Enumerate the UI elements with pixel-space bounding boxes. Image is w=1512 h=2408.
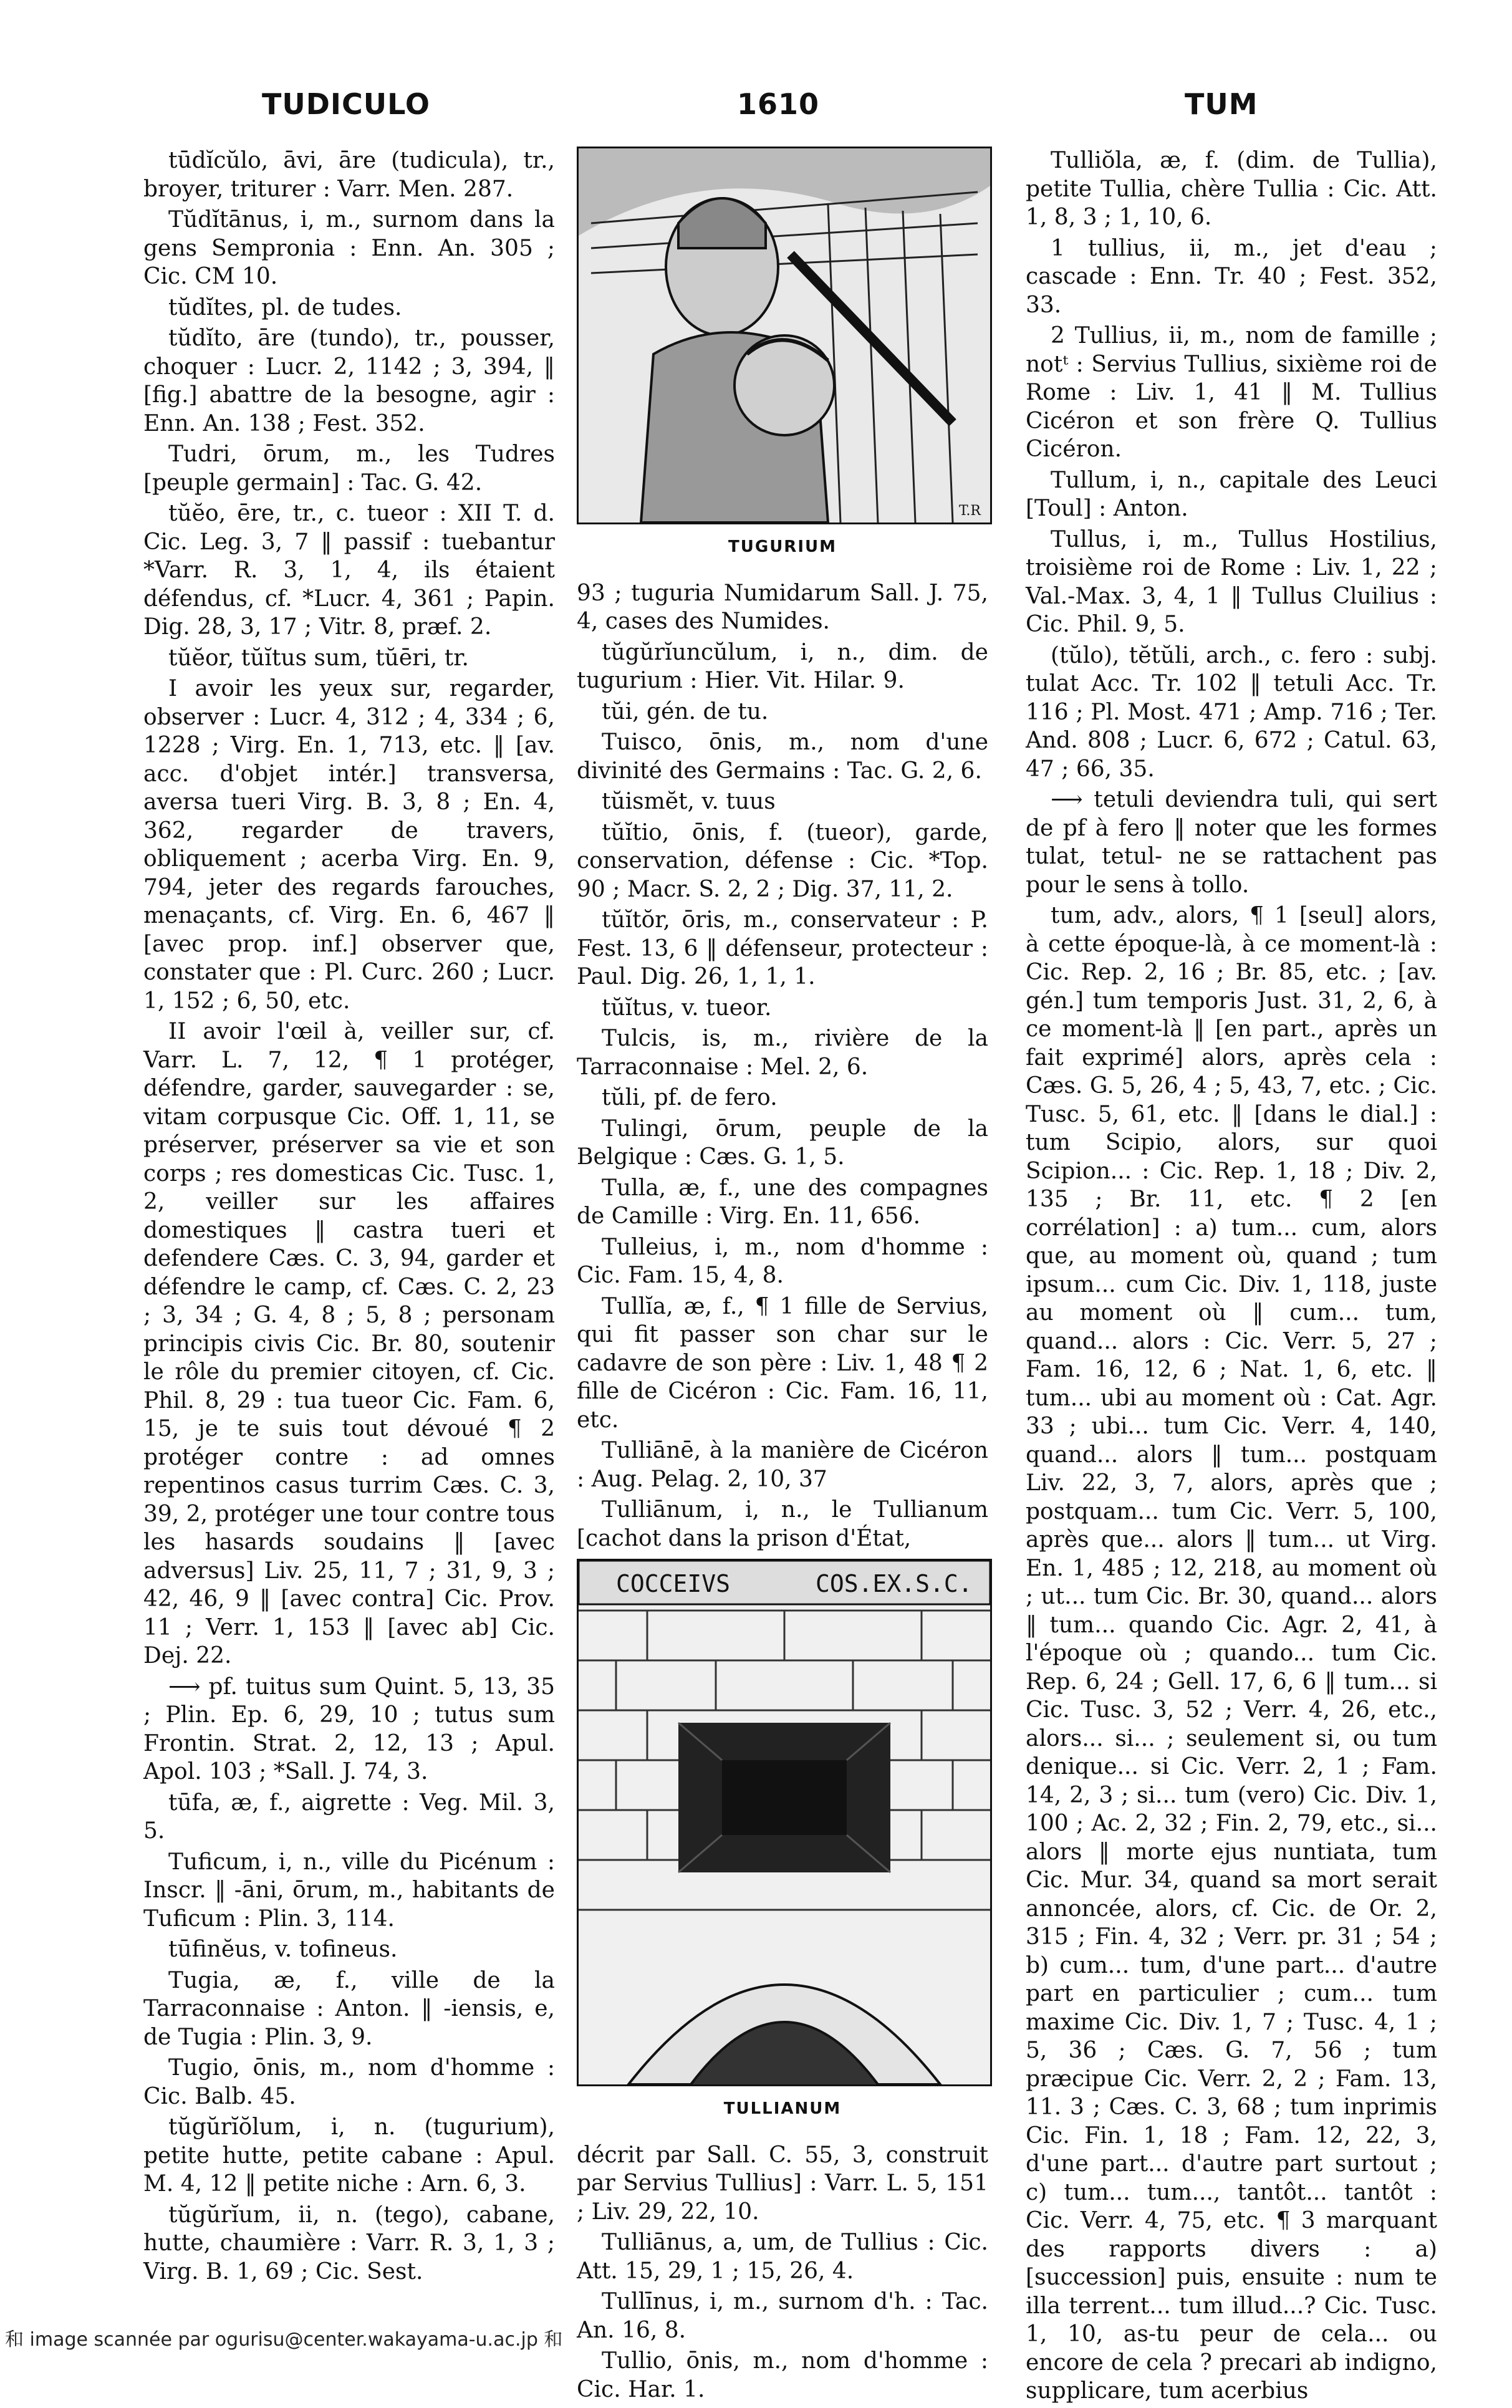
entry: tŭi, gén. de tu. — [602, 698, 769, 725]
entry: (tŭlo), tĕtŭli, arch., c. fero : subj. tulat Acc. Tr. 102 ‖ tetuli Acc. Tr. 116 ; Pl. Most. 471 ; Amp. 716 ; Ter. And. 808 ; Lucr. 6, 672 ; Catul. 63, 47 ; 66, 35. — [1026, 642, 1437, 782]
entry: Tullĭa, æ, f., ¶ 1 fille de Servius, qui fit passer son char sur le cadavre de son père : Liv. 1, 48 ¶ 2 fille de Cicéron : Cic. Fam. 16, 11, etc. — [577, 1293, 988, 1433]
entry: Tulliānus, a, um, de Tullius : Cic. Att. 15, 29, 1 ; 15, 26, 4. — [577, 2230, 988, 2284]
entry: Tuficum, i, n., ville du Picénum : Inscr. ‖ -āni, ōrum, m., habitants de Tuficum : Plin. 3, 114. — [143, 1849, 555, 1932]
tugurium-illustration — [577, 147, 992, 524]
scan-credit-footer: 和 image scannée par ogurisu@center.wakayama-u.ac.jp 和 — [5, 2329, 563, 2351]
entry: tŭismĕt, v. tuus — [602, 789, 776, 814]
entry: Tudri, ōrum, m., les Tudres [peuple germain] : Tac. G. 42. — [143, 441, 555, 496]
entry: Tullīnus, i, m., surnom d'h. : Tac. An. 16, 8. — [577, 2289, 988, 2343]
entry: tum, adv., alors, ¶ 1 [seul] alors, à cette époque-là, à ce moment-là : Cic. Rep. 2, 16 ; Br. 85, etc. ; [av. gén.] tum temporis Just. 31, 2, 6, à ce moment-là ‖ [en part., après un fait exprimé] alors, après cela : Cæs. G. 5, 26, 4 ; 5, 43, 7, etc. ; Cic. Tusc. 5, 61, etc. ‖ [dans le dial.] : tum Scipio, alors, sur quoi Scipion... : Cic. Rep. 1, 18 ; Div. 2, 135 ; Br. 11, etc. ¶ 2 [en corrélation] : a) tum... cum, alors que, au moment où, quand ; tum ipsum... cum Cic. Div. 1, 118, juste au moment où ‖ cum... tum, quand... alors : Cic. Verr. 5, 27 ; Fam. 16, 12, 6 ; Nat. 1, 6, etc. ‖ tum... ubi au moment où : Cat. Agr. 33 ; ubi... tum Cic. Verr. 4, 140, quand... alors ‖ tum... postquam Liv. 22, 3, 7, alors, après que ; postquam... tum Cic. Verr. 5, 100, après que... alors ‖ tum... ut Virg. En. 1, 485 ; 12, 218, au moment où ; ut... tum Cic. Br. 30, quand... alors ‖ tum... quando Cic. Agr. 2, 41, à l'époque où ; quando... tum Cic. Rep. 6, 24 ; Gell. 17, 6, 6 ‖ tum... si Cic. Tusc. 3, 52 ; Verr. 4, 26, etc., alors... si... ; seulement si, ou tum denique... si Cic. Verr. 2, 1 ; Fam. 14, 2, 3 ; si... tum (vero) Cic. Div. 1, 100 ; Ac. 2, 32 ; Fin. 2, 79, etc., si... alors ‖ morte ejus nuntiata, tum Cic. Mur. 34, quand sa mort serait annoncée, alors, cf. Cic. de Or. 2, 315 ; Fin. 4, 32 ; Verr. pr. 31 ; 54 ; b) cum... tum, d'une part... d'autre part en particulier ; cum... tum maxime Cic. Div. 1, 7 ; Tusc. 4, 1 ; 5, 36 ; Cæs. G. 7, 56 ; tum præcipue Cic. Verr. 2, 2 ; Fam. 13, 11. 3 ; Cæs. C. 3, 68 ; tum inprimis Cic. Fin. 1, 18 ; Fam. 12, 22, 3, d'une part... d'autre part surtout ; c) tum... tum..., tantôt... tantôt : Cic. Verr. 4, 75, etc. ¶ 3 marquant des rapports divers : a) [succession] puis, ensuite : num te illa terrent... tum illud...? Cic. Tusc. 1, 10, as-tu peur de cela... ou encore de cela ? precari ab indigno, supplicare, tum acerbius — [1026, 903, 1437, 2404]
header-right-word: TUM — [1185, 87, 1258, 121]
entry: tŭĭtio, ōnis, f. (tueor), garde, conservation, défense : Cic. *Top. 90 ; Macr. S. 2, 2 ; Dig. 37, 11, 2. — [577, 819, 988, 902]
tullianum-illustration — [577, 1559, 992, 2086]
entry: Tullum, i, n., capitale des Leuci [Toul] : Anton. — [1026, 467, 1437, 521]
entry: Tulliānē, à la manière de Cicéron : Aug. Pelag. 2, 10, 37 — [577, 1438, 988, 1492]
entry: 1 tullius, ii, m., jet d'eau ; cascade : Enn. Tr. 40 ; Fest. 352, 33. — [1026, 235, 1437, 318]
entry: Tullio, ōnis, m., nom d'homme : Cic. Har. 1. — [577, 2348, 988, 2402]
figure-caption: TUGURIUM — [728, 537, 837, 556]
entry: Tugia, æ, f., ville de la Tarraconnaise : Anton. ‖ -iensis, e, de Tugia : Plin. 3, 9. — [143, 1967, 555, 2050]
entry: Tugio, ōnis, m., nom d'homme : Cic. Balb. 45. — [143, 2055, 555, 2109]
column-1 — [143, 147, 555, 2288]
entry: II avoir l'œil à, veiller sur, cf. Varr. L. 7, 12, ¶ 1 protéger, défendre, garder, sauvegarder : se, vitam corpusque Cic. Off. 1, 11, se préserver, préserver sa vie et son corps ; res domesticas Cic. Tusc. 1, 2, veiller sur les affaires domestiques ‖ castra tueri et defendere Cæs. C. 3, 94, garder et défendre le camp, cf. Cæs. C. 2, 23 ; 3, 34 ; G. 4, 8 ; 5, 8 ; personam principis civis Cic. Br. 80, soutenir le rôle du premier citoyen, cf. Cic. Phil. 8, 29 : tua tueor Cic. Fam. 6, 15, je te suis tout dévoué ¶ 2 protéger contre : ad omnes repentinos casus turrim Cæs. C. 3, 39, 2, protéger une tour contre tous les hasards soudains ‖ [avec adversus] Liv. 25, 11, 7 ; 31, 9, 3 ; 42, 46, 9 ‖ [avec contra] Cic. Prov. 11 ; Verr. 1, 153 ‖ [avec ab] Cic. Dej. 22. — [143, 1019, 555, 1669]
entry: Tulliānum, i, n., le Tullianum [cachot dans la prison d'État, — [577, 1497, 988, 1551]
entry: décrit par Sall. C. 55, 3, construit par Servius Tullius] : Varr. L. 5, 151 ; Liv. 29, 22, 10. — [577, 2142, 988, 2225]
entry: ⟶ pf. tuitus sum Quint. 5, 13, 35 ; Plin. Ep. 6, 29, 10 ; tutus sum Frontin. Strat. 2, 12, 13 ; Apul. Apol. 103 ; *Sall. J. 74, 3. — [143, 1674, 555, 1784]
svg-text:T.R: T.R — [959, 503, 981, 519]
entry: Tulleius, i, m., nom d'homme : Cic. Fam. 15, 4, 8. — [577, 1234, 988, 1288]
entry: tŭdĭtes, pl. de tudes. — [168, 294, 402, 320]
entry: tūfa, æ, f., aigrette : Veg. Mil. 3, 5. — [143, 1789, 555, 1844]
column-2 — [577, 147, 988, 2406]
entry: tŭdĭto, āre (tundo), tr., pousser, choquer : Lucr. 2, 1142 ; 3, 394, ‖ [fig.] abattre de la besogne, agir : Enn. An. 138 ; Fest. 352. — [143, 325, 555, 436]
inscription-right: COS.EX.S.C. — [816, 1570, 973, 1597]
entry: tŭĕo, ēre, tr., c. tueor : XII T. d. Cic. Leg. 3, 7 ‖ passif : tuebantur *Varr. R. 3, 1, 4, ils étaient défendus, cf. *Lucr. 4, 361 ; Papin. Dig. 28, 3, 17 ; Vitr. 8, præf. 2. — [143, 501, 555, 640]
page-number: 1610 — [737, 87, 820, 121]
entry: I avoir les yeux sur, regarder, observer : Lucr. 4, 312 ; 4, 334 ; 6, 1228 ; Virg. En. 1, 713, etc. ‖ [av. acc. d'objet intér.] transversa, aversa tueri Virg. B. 3, 8 ; En. 4, 362, regarder de travers, obliquement ; acerba Virg. En. 9, 794, jeter des regards farouches, menaçants, cf. Virg. En. 6, 467 ‖ [avec prop. inf.] observer que, constater que : Pl. Curc. 260 ; Lucr. 1, 152 ; 6, 50, etc. — [143, 676, 555, 1014]
entry: Tulla, æ, f., une des compagnes de Camille : Virg. En. 11, 656. — [577, 1175, 988, 1229]
entry: Tulingi, ōrum, peuple de la Belgique : Cæs. G. 1, 5. — [577, 1115, 988, 1170]
entry: tŭgŭrĭuncŭlum, i, n., dim. de tugurium : Hier. Vit. Hilar. 9. — [577, 639, 988, 693]
entry: tŭgŭrĭŏlum, i, n. (tugurium), petite hutte, petite cabane : Apul. M. 4, 12 ‖ petite niche : Arn. 6, 3. — [143, 2114, 555, 2197]
entry: Tullus, i, m., Tullus Hostilius, troisième roi de Rome : Liv. 1, 22 ; Val.-Max. 3, 4, 1 ‖ Tullus Cluilius : Cic. Phil. 9, 5. — [1026, 526, 1437, 637]
column-3 — [1026, 147, 1437, 2408]
entry: Tuisco, ōnis, m., nom d'une divinité des Germains : Tac. G. 2, 6. — [577, 730, 988, 784]
entry: 93 ; tuguria Numidarum Sall. J. 75, 4, cases des Numides. — [577, 580, 988, 634]
figure-caption: TULLIANUM — [723, 2099, 842, 2118]
header-left-word: TUDICULO — [262, 87, 430, 121]
entry: tŭĭtus, v. tueor. — [602, 995, 772, 1021]
entry: Tulliŏla, æ, f. (dim. de Tullia), petite Tullia, chère Tullia : Cic. Att. 1, 8, 3 ; 1, 10, 6. — [1026, 148, 1437, 230]
entry: ⟶ tetuli deviendra tuli, qui sert de pf à fero ‖ noter que les formes tulat, tetul- ne se rattachent pas pour le sens à tollo. — [1026, 787, 1437, 898]
page-header — [0, 87, 1512, 137]
entry: Tŭdĭtānus, i, m., surnom dans la gens Sempronia : Enn. An. 305 ; Cic. CM 10. — [143, 207, 555, 289]
inscription-left: COCCEIVS — [616, 1570, 731, 1597]
entry: tūfinĕus, v. tofineus. — [168, 1937, 398, 1962]
entry: tūdĭcŭlo, āvi, āre (tudicula), tr., broyer, triturer : Varr. Men. 287. — [143, 148, 555, 202]
entry: tŭli, pf. de fero. — [602, 1085, 778, 1110]
entry: 2 Tullius, ii, m., nom de famille ; notᵗ : Servius Tullius, sixième roi de Rome : Liv. 1, 41 ‖ M. Tullius Cicéron et son frère Q. Tullius Cicéron. — [1026, 323, 1437, 462]
entry: tŭĕor, tŭĭtus sum, tŭēri, tr. — [168, 645, 469, 671]
entry: Tulcis, is, m., rivière de la Tarraconnaise : Mel. 2, 6. — [577, 1026, 988, 1080]
entry: tŭĭtŏr, ōris, m., conservateur : P. Fest. 13, 6 ‖ défenseur, protecteur : Paul. Dig. 26, 1, 1, 1. — [577, 907, 988, 990]
entry: tŭgŭrĭum, ii, n. (tego), cabane, hutte, chaumière : Varr. R. 3, 1, 3 ; Virg. B. 1, 69 ; Cic. Sest. — [143, 2202, 555, 2285]
